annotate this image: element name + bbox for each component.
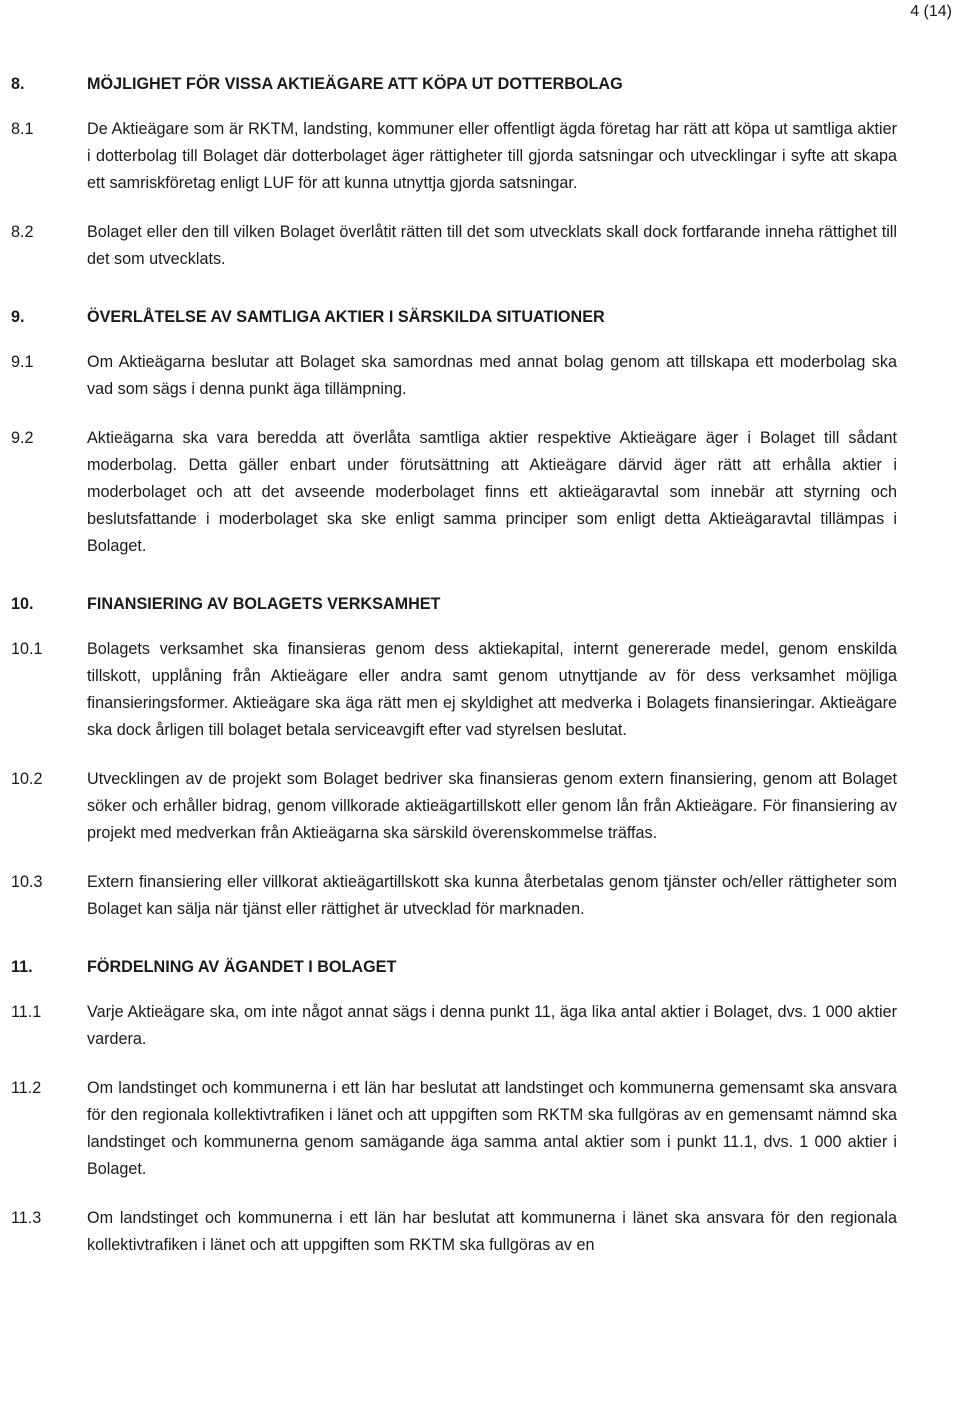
clause-text: Om Aktieägarna beslutar att Bolaget ska samordnas med annat bolag genom att tillskapa ett moderbolag ska vad som sägs i denna punkt äga tillämpning. bbox=[87, 353, 897, 398]
clause bbox=[11, 219, 897, 273]
section-number: 10. bbox=[11, 595, 34, 613]
clause-text: Aktieägarna ska vara beredda att överlåta samtliga aktier respektive Aktieägare äger i Bolaget till sådant moderbolag. Detta gäller enbart under förutsättning att Aktieägare därvid äger rätt att erhålla aktier i moderbolaget och att det avseende moderbolaget finns ett aktieägaravtal som innebär att styrning och beslutsfattande i moderbolaget ska ske enligt samma principer som enligt detta Aktieägaravtal tillämpas i Bolaget. bbox=[87, 429, 897, 555]
clause-text: Om landstinget och kommunerna i ett län har beslutat att kommunerna i länet ska ansvara för den regionala kollektivtrafiken i länet och att uppgiften som RKTM ska fullgöras av en bbox=[87, 1209, 897, 1254]
clause-text: Utvecklingen av de projekt som Bolaget bedriver ska finansieras genom extern finansiering, genom att Bolaget söker och erhåller bidrag, genom villkorade aktieägartillskott eller genom lån från Aktieägare. För finansiering av projekt med medverkan från Aktieägarna ska särskild överenskommelse träffas. bbox=[87, 770, 897, 842]
section-number: 9. bbox=[11, 308, 25, 326]
section-title: FÖRDELNING AV ÄGANDET I BOLAGET bbox=[87, 958, 397, 976]
clause-number: 11.3 bbox=[11, 1209, 42, 1227]
clause-text: Varje Aktieägare ska, om inte något annat sägs i denna punkt 11, äga lika antal aktier i Bolaget, dvs. 1 000 aktier vardera. bbox=[87, 1003, 897, 1048]
clause-number: 9.2 bbox=[11, 429, 34, 447]
clause-text: De Aktieägare som är RKTM, landsting, kommuner eller offentligt ägda företag har rätt att köpa ut samtliga aktier i dotterbolag till Bolaget där dotterbolaget äger rättigheter till gjorda satsningar och utvecklingar i syfte att skapa ett samriskföretag enligt LUF för att kunna utnyttja gjorda satsningar. bbox=[87, 120, 897, 192]
clause-number: 11.2 bbox=[11, 1079, 42, 1097]
clause-text: Om landstinget och kommunerna i ett län har beslutat att landstinget och kommunerna gemensamt ska ansvara för den regionala kollektivtrafiken i länet och att uppgiften som RKTM ska fullgöras av en gemensamt nämnd ska landstinget och kommunerna genom samägande äga samma antal aktier som i punkt 11.1, dvs. 1 000 aktier i Bolaget. bbox=[87, 1079, 897, 1178]
clause bbox=[11, 349, 897, 403]
clause bbox=[11, 1075, 897, 1183]
clause-number: 8.2 bbox=[11, 223, 34, 241]
clause-text: Bolagets verksamhet ska finansieras genom dess aktiekapital, internt genererade medel, genom enskilda tillskott, upplåning från Aktieägare eller andra samt genom utnyttjande av för dess verksamhet möjliga finansieringsformer. Aktieägare ska äga rätt men ej skyldighet att medverka i Bolagets finansieringar. Aktieägare ska dock årligen till bolaget betala serviceavgift efter vad styrelsen beslutat. bbox=[87, 640, 897, 739]
section-number: 11. bbox=[11, 958, 33, 976]
clause bbox=[11, 425, 897, 560]
clause-number: 8.1 bbox=[11, 120, 34, 138]
section-heading bbox=[11, 303, 897, 331]
section-heading bbox=[11, 70, 897, 98]
clause bbox=[11, 766, 897, 847]
section-heading bbox=[11, 953, 897, 981]
clause-number: 9.1 bbox=[11, 353, 34, 371]
clause-text: Bolaget eller den till vilken Bolaget överlåtit rätten till det som utvecklats skall dock fortfarande inneha rättighet till det som utvecklats. bbox=[87, 223, 897, 268]
section-title: FINANSIERING AV BOLAGETS VERKSAMHET bbox=[87, 595, 441, 613]
clause-number: 10.1 bbox=[11, 640, 43, 658]
section-title: ÖVERLÅTELSE AV SAMTLIGA AKTIER I SÄRSKILDA SITUATIONER bbox=[87, 308, 605, 326]
section-number: 8. bbox=[11, 75, 25, 93]
clause-number: 10.3 bbox=[11, 873, 43, 891]
clause bbox=[11, 636, 897, 744]
section-heading bbox=[11, 590, 897, 618]
clause-number: 10.2 bbox=[11, 770, 43, 788]
clause bbox=[11, 869, 897, 923]
clause-text: Extern finansiering eller villkorat aktieägartillskott ska kunna återbetalas genom tjänster och/eller rättigheter som Bolaget kan sälja när tjänst eller rättighet är utvecklad för marknaden. bbox=[87, 873, 897, 918]
clause bbox=[11, 116, 897, 197]
clause bbox=[11, 1205, 897, 1259]
clause bbox=[11, 999, 897, 1053]
section-title: MÖJLIGHET FÖR VISSA AKTIEÄGARE ATT KÖPA UT DOTTERBOLAG bbox=[87, 75, 623, 93]
clause-number: 11.1 bbox=[11, 1003, 42, 1021]
document-body bbox=[11, 70, 897, 1281]
page-number: 4 (14) bbox=[910, 3, 952, 20]
